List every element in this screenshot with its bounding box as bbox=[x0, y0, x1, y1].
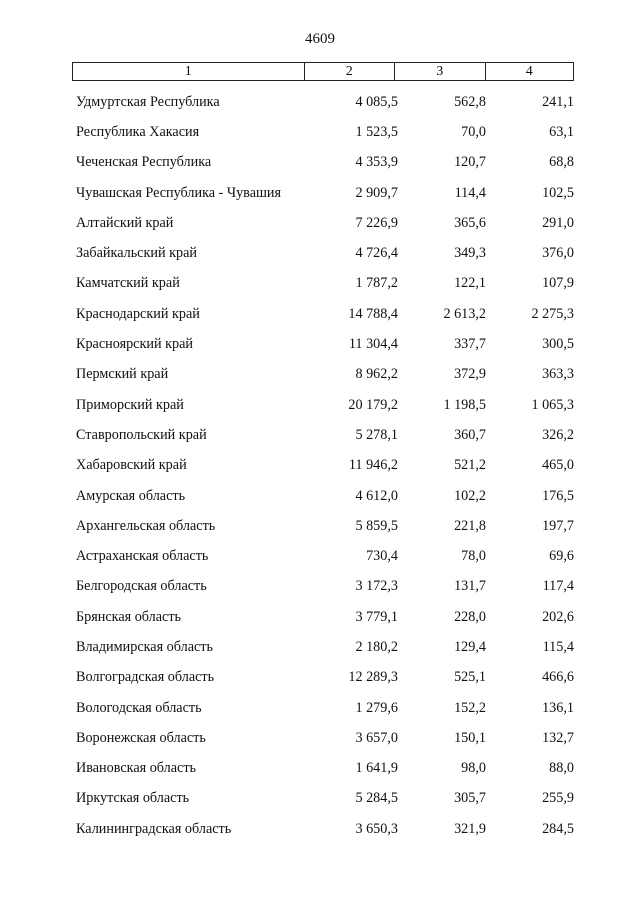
value-col-3-cell: 131,7 bbox=[454, 578, 486, 595]
region-name-cell: Амурская область bbox=[76, 487, 186, 504]
value-col-2-cell: 20 179,2 bbox=[348, 396, 398, 413]
value-col-3-cell: 1 198,5 bbox=[443, 396, 486, 413]
region-name-cell: Чеченская Республика bbox=[76, 154, 212, 171]
table-row bbox=[72, 390, 574, 420]
value-col-2-cell: 7 226,9 bbox=[355, 214, 398, 231]
value-col-3-cell: 129,4 bbox=[454, 638, 486, 655]
table-row bbox=[72, 511, 574, 541]
value-col-4-cell: 284,5 bbox=[542, 820, 574, 837]
region-name-cell: Белгородская область bbox=[76, 578, 207, 595]
value-col-3-cell: 562,8 bbox=[454, 93, 486, 110]
region-name-cell: Ивановская область bbox=[76, 760, 197, 777]
value-col-4-cell: 117,4 bbox=[542, 578, 574, 595]
table-row bbox=[72, 602, 574, 632]
region-name-cell: Архангельская область bbox=[76, 517, 216, 534]
table-row bbox=[72, 723, 574, 753]
value-col-3-cell: 114,4 bbox=[454, 184, 486, 201]
region-name-cell: Волгоградская область bbox=[76, 669, 215, 686]
value-col-2-cell: 3 172,3 bbox=[355, 578, 398, 595]
value-col-2-cell: 4 353,9 bbox=[355, 154, 398, 171]
value-col-2-cell: 12 289,3 bbox=[348, 669, 398, 686]
table-row bbox=[72, 572, 574, 602]
value-col-4-cell: 102,5 bbox=[542, 184, 574, 201]
region-name-cell: Красноярский край bbox=[76, 336, 193, 353]
value-col-3-cell: 228,0 bbox=[454, 608, 486, 625]
table-row bbox=[72, 87, 574, 117]
column-header-4: 4 bbox=[485, 63, 574, 81]
region-name-cell: Астраханская область bbox=[76, 548, 209, 565]
column-header-row bbox=[72, 62, 574, 81]
value-col-4-cell: 241,1 bbox=[542, 93, 574, 110]
value-col-3-cell: 360,7 bbox=[454, 426, 486, 443]
table-row bbox=[72, 148, 574, 178]
value-col-4-cell: 68,8 bbox=[549, 154, 574, 171]
region-name-cell: Камчатский край bbox=[76, 275, 180, 292]
region-name-cell: Калининградская область bbox=[76, 820, 232, 837]
region-name-cell: Владимирская область bbox=[76, 638, 213, 655]
table-row bbox=[72, 178, 574, 208]
value-col-4-cell: 363,3 bbox=[542, 366, 574, 383]
table-row bbox=[72, 632, 574, 662]
value-col-2-cell: 4 085,5 bbox=[355, 93, 398, 110]
value-col-4-cell: 88,0 bbox=[549, 760, 574, 777]
value-col-3-cell: 150,1 bbox=[454, 729, 486, 746]
value-col-2-cell: 3 779,1 bbox=[355, 608, 398, 625]
value-col-3-cell: 337,7 bbox=[454, 336, 486, 353]
value-col-4-cell: 132,7 bbox=[542, 729, 574, 746]
region-name-cell: Хабаровский край bbox=[76, 457, 187, 474]
region-name-cell: Алтайский край bbox=[76, 214, 174, 231]
value-col-3-cell: 365,6 bbox=[454, 214, 486, 231]
value-col-2-cell: 1 279,6 bbox=[355, 699, 398, 716]
value-col-2-cell: 730,4 bbox=[366, 548, 398, 565]
table-row bbox=[72, 238, 574, 268]
table-row bbox=[72, 814, 574, 844]
value-col-2-cell: 5 859,5 bbox=[355, 517, 398, 534]
value-col-2-cell: 5 284,5 bbox=[355, 790, 398, 807]
value-col-2-cell: 4 612,0 bbox=[355, 487, 398, 504]
value-col-4-cell: 115,4 bbox=[542, 638, 574, 655]
table-row bbox=[72, 420, 574, 450]
region-name-cell: Удмуртская Республика bbox=[76, 93, 220, 110]
region-name-cell: Брянская область bbox=[76, 608, 182, 625]
value-col-4-cell: 466,6 bbox=[542, 669, 574, 686]
value-col-4-cell: 197,7 bbox=[542, 517, 574, 534]
value-col-3-cell: 120,7 bbox=[454, 154, 486, 171]
value-col-2-cell: 2 909,7 bbox=[355, 184, 398, 201]
value-col-4-cell: 107,9 bbox=[542, 275, 574, 292]
value-col-2-cell: 8 962,2 bbox=[355, 366, 398, 383]
table-row bbox=[72, 329, 574, 359]
table-row bbox=[72, 299, 574, 329]
value-col-3-cell: 321,9 bbox=[454, 820, 486, 837]
table-row bbox=[72, 663, 574, 693]
region-name-cell: Чувашская Республика - Чувашия bbox=[76, 184, 282, 201]
value-col-4-cell: 465,0 bbox=[542, 457, 574, 474]
value-col-2-cell: 2 180,2 bbox=[355, 638, 398, 655]
table-row bbox=[72, 451, 574, 481]
value-col-3-cell: 372,9 bbox=[454, 366, 486, 383]
value-col-4-cell: 176,5 bbox=[542, 487, 574, 504]
value-col-4-cell: 255,9 bbox=[542, 790, 574, 807]
value-col-2-cell: 14 788,4 bbox=[348, 305, 398, 322]
table-row bbox=[72, 784, 574, 814]
value-col-3-cell: 521,2 bbox=[454, 457, 486, 474]
value-col-4-cell: 376,0 bbox=[542, 245, 574, 262]
table-row bbox=[72, 693, 574, 723]
value-col-2-cell: 3 650,3 bbox=[355, 820, 398, 837]
value-col-2-cell: 5 278,1 bbox=[355, 426, 398, 443]
region-name-cell: Приморский край bbox=[76, 396, 184, 413]
region-name-cell: Ставропольский край bbox=[76, 426, 207, 443]
value-col-4-cell: 300,5 bbox=[542, 336, 574, 353]
value-col-3-cell: 349,3 bbox=[454, 245, 486, 262]
value-col-2-cell: 11 304,4 bbox=[348, 336, 398, 353]
table-row bbox=[72, 208, 574, 238]
region-name-cell: Республика Хакасия bbox=[76, 123, 200, 140]
value-col-2-cell: 11 946,2 bbox=[348, 457, 398, 474]
value-col-2-cell: 1 641,9 bbox=[355, 760, 398, 777]
value-col-2-cell: 1 787,2 bbox=[355, 275, 398, 292]
column-header-1: 1 bbox=[73, 63, 305, 81]
region-name-cell: Пермский край bbox=[76, 366, 169, 383]
value-col-4-cell: 63,1 bbox=[549, 123, 574, 140]
value-col-3-cell: 102,2 bbox=[454, 487, 486, 504]
table-row bbox=[72, 541, 574, 571]
value-col-3-cell: 2 613,2 bbox=[443, 305, 486, 322]
value-col-4-cell: 326,2 bbox=[542, 426, 574, 443]
table-row bbox=[72, 117, 574, 147]
value-col-3-cell: 152,2 bbox=[454, 699, 486, 716]
value-col-4-cell: 1 065,3 bbox=[531, 396, 574, 413]
value-col-2-cell: 3 657,0 bbox=[355, 729, 398, 746]
region-name-cell: Вологодская область bbox=[76, 699, 202, 716]
value-col-4-cell: 202,6 bbox=[542, 608, 574, 625]
value-col-4-cell: 136,1 bbox=[542, 699, 574, 716]
column-header-3: 3 bbox=[395, 63, 485, 81]
table-row bbox=[72, 360, 574, 390]
region-name-cell: Иркутская область bbox=[76, 790, 190, 807]
region-name-cell: Краснодарский край bbox=[76, 305, 200, 322]
region-name-cell: Забайкальский край bbox=[76, 245, 197, 262]
table-row bbox=[72, 269, 574, 299]
table-body bbox=[72, 87, 574, 844]
region-name-cell: Воронежская область bbox=[76, 729, 206, 746]
value-col-3-cell: 221,8 bbox=[454, 517, 486, 534]
value-col-3-cell: 305,7 bbox=[454, 790, 486, 807]
table-row bbox=[72, 481, 574, 511]
page-number: 4609 bbox=[305, 31, 335, 47]
value-col-3-cell: 98,0 bbox=[461, 760, 486, 777]
value-col-4-cell: 69,6 bbox=[549, 548, 574, 565]
value-col-3-cell: 70,0 bbox=[461, 123, 486, 140]
value-col-3-cell: 525,1 bbox=[454, 669, 486, 686]
value-col-2-cell: 4 726,4 bbox=[355, 245, 398, 262]
value-col-2-cell: 1 523,5 bbox=[355, 123, 398, 140]
column-header-2: 2 bbox=[304, 63, 394, 81]
value-col-4-cell: 291,0 bbox=[542, 214, 574, 231]
value-col-3-cell: 122,1 bbox=[454, 275, 486, 292]
value-col-4-cell: 2 275,3 bbox=[531, 305, 574, 322]
value-col-3-cell: 78,0 bbox=[461, 548, 486, 565]
table-row bbox=[72, 754, 574, 784]
